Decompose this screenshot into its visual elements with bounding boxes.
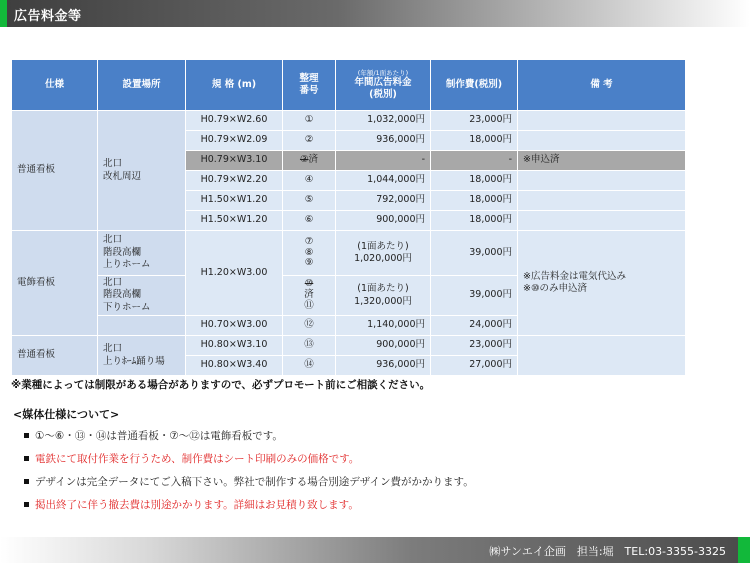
spec-cell-3: 普通看板 (12, 336, 98, 376)
price-cell: 900,000円 (336, 336, 431, 356)
production-cell: 24,000円 (431, 316, 518, 336)
table-row (12, 111, 686, 131)
location-2b-line3: 下りホーム (103, 301, 151, 313)
size-cell: H0.80×W3.40 (186, 356, 283, 376)
location-2b-line1: 北口 (103, 277, 123, 288)
number-cell: ⑬ (283, 336, 336, 356)
price-cell: 1,044,000円 (336, 171, 431, 191)
size-cell: H1.50×W1.20 (186, 191, 283, 211)
remark-2-line2: ※⑩のみ申込済 (523, 283, 587, 295)
location-cell-1 (98, 111, 186, 231)
location-2b-line2: 階段高欄 (103, 289, 142, 301)
contact-info: ㈱サンエイ企画 担当:堀 TEL:03-3355-3325 (489, 545, 726, 558)
remark-cell (518, 191, 686, 211)
number-cell: ⑥ (283, 211, 336, 231)
number-cell: ④ (283, 171, 336, 191)
production-cell: 18,000円 (431, 211, 518, 231)
location-3-line1: 北口 (103, 343, 123, 355)
table-row (12, 231, 686, 276)
price-cell: - (336, 151, 431, 171)
production-cell: 39,000円 (431, 276, 518, 316)
production-cell: - (431, 151, 518, 171)
header-location: 設置場所 (98, 60, 186, 111)
bullet-text: ①～⑥・⑬・⑭は普通看板・⑦～⑫は電飾看板です。 (35, 430, 283, 442)
location-2a-line3: 上りホーム (103, 259, 151, 271)
location-cell-2a (98, 231, 186, 276)
number-10-applied (288, 279, 330, 301)
remark-cell (518, 111, 686, 131)
header-number-line2: 番号 (299, 85, 319, 96)
production-cell: 18,000円 (431, 191, 518, 211)
number-applied-mark: 済 (308, 154, 319, 166)
header-production: 制作費(税別) (431, 60, 518, 111)
bullet-text: デザインは完全データにてご入稿下さい。弊社で制作する場合別途デザイン費がかかります。 (35, 476, 474, 488)
number-cell: ⑤ (283, 191, 336, 211)
header-number-line1: 整理 (299, 73, 319, 85)
industry-restriction-notice: ※業種によっては制限がある場合がありますので、必ずプロモート前にご相談ください。 (11, 379, 431, 391)
number-struck: ③ (299, 154, 309, 166)
media-spec-heading: <媒体仕様について> (13, 408, 120, 421)
number-8: ⑧ (304, 246, 314, 258)
location-cell-3 (98, 336, 186, 376)
production-cell: 18,000円 (431, 131, 518, 151)
price-value: 1,020,000円 (354, 253, 412, 264)
price-cell: 792,000円 (336, 191, 431, 211)
price-cell: 1,032,000円 (336, 111, 431, 131)
number-cell: ① (283, 111, 336, 131)
remark-2-line1: ※広告料金は電気代込み (523, 270, 626, 282)
remark-cell (518, 131, 686, 151)
production-cell: 39,000円 (431, 231, 518, 276)
location-2a-line1: 北口 (103, 234, 123, 246)
list-item (24, 451, 474, 474)
page-footer (0, 537, 750, 563)
location-cell-2b (98, 276, 186, 316)
table-header-row (12, 60, 686, 111)
header-remarks: 備 考 (518, 60, 686, 111)
size-cell: H0.79×W2.60 (186, 111, 283, 131)
number-7: ⑦ (304, 235, 314, 247)
table-row (12, 336, 686, 356)
number-cell (283, 231, 336, 276)
number-cell (283, 151, 336, 171)
price-cell: 936,000円 (336, 356, 431, 376)
media-spec-list (24, 428, 474, 520)
price-note: (1面あたり) (357, 283, 409, 295)
size-cell: H0.70×W3.00 (186, 316, 283, 336)
number-cell: ② (283, 131, 336, 151)
size-cell: H0.79×W3.10 (186, 151, 283, 171)
remark-cell (518, 171, 686, 191)
production-cell: 18,000円 (431, 171, 518, 191)
header-number (283, 60, 336, 111)
bullet-square-icon (24, 433, 29, 438)
number-struck: ⑩ (304, 278, 314, 290)
price-value: 1,320,000円 (354, 295, 412, 307)
spec-cell-1: 普通看板 (12, 111, 98, 231)
number-cell: ⑫ (283, 316, 336, 336)
size-cell: H1.50×W1.20 (186, 211, 283, 231)
list-item (24, 497, 474, 520)
bullet-square-icon (24, 502, 29, 507)
size-cell: H0.80×W3.10 (186, 336, 283, 356)
list-item (24, 474, 474, 497)
size-cell: H0.79×W2.20 (186, 171, 283, 191)
number-cell (283, 276, 336, 316)
bullet-text: 掲出終了に伴う撤去費は別途かかります。詳細はお見積り致します。 (35, 499, 359, 511)
price-cell (336, 231, 431, 276)
price-cell: 936,000円 (336, 131, 431, 151)
header-accent-bar (0, 0, 7, 27)
header-price-line2: (税別) (369, 89, 397, 101)
ad-price-table (11, 59, 686, 376)
price-cell: 900,000円 (336, 211, 431, 231)
production-cell: 27,000円 (431, 356, 518, 376)
size-cell: H1.20×W3.00 (186, 231, 283, 316)
location-3-line2: 上りﾎｰﾑ踊り場 (103, 355, 165, 367)
price-note: (1面あたり) (357, 240, 409, 252)
location-2a-line2: 階段高欄 (103, 246, 142, 258)
bullet-square-icon (24, 456, 29, 461)
location-cell-2c (98, 316, 186, 336)
remark-cell: ※申込済 (518, 151, 686, 171)
location-1-line2: 改札周辺 (103, 170, 142, 182)
bullet-text: 電鉄にて取付作業を行うため、制作費はシート印刷のみの価格です。 (35, 453, 360, 465)
header-spec: 仕様 (12, 60, 98, 111)
number-applied-mark: 済 (304, 289, 314, 301)
location-1-line1: 北口 (103, 158, 123, 170)
remark-cell-2 (518, 231, 686, 336)
number-9: ⑨ (304, 257, 314, 269)
number-cell: ⑭ (283, 356, 336, 376)
header-price-small: (年額/1面あたり) (357, 69, 409, 78)
remark-cell-3 (518, 336, 686, 376)
header-price (336, 60, 431, 111)
footer-accent-bar (738, 537, 750, 563)
page-header (0, 0, 750, 27)
size-cell: H0.79×W2.09 (186, 131, 283, 151)
price-cell (336, 276, 431, 316)
number-11: ⑪ (304, 299, 314, 311)
bullet-square-icon (24, 479, 29, 484)
page-title: 広告料金等 (14, 9, 82, 24)
spec-cell-2: 電飾看板 (12, 231, 98, 336)
price-cell: 1,140,000円 (336, 316, 431, 336)
header-price-line1: 年間広告料金 (354, 77, 412, 89)
list-item (24, 428, 474, 451)
remark-cell (518, 211, 686, 231)
production-cell: 23,000円 (431, 336, 518, 356)
header-size: 規 格 (m) (186, 60, 283, 111)
production-cell: 23,000円 (431, 111, 518, 131)
